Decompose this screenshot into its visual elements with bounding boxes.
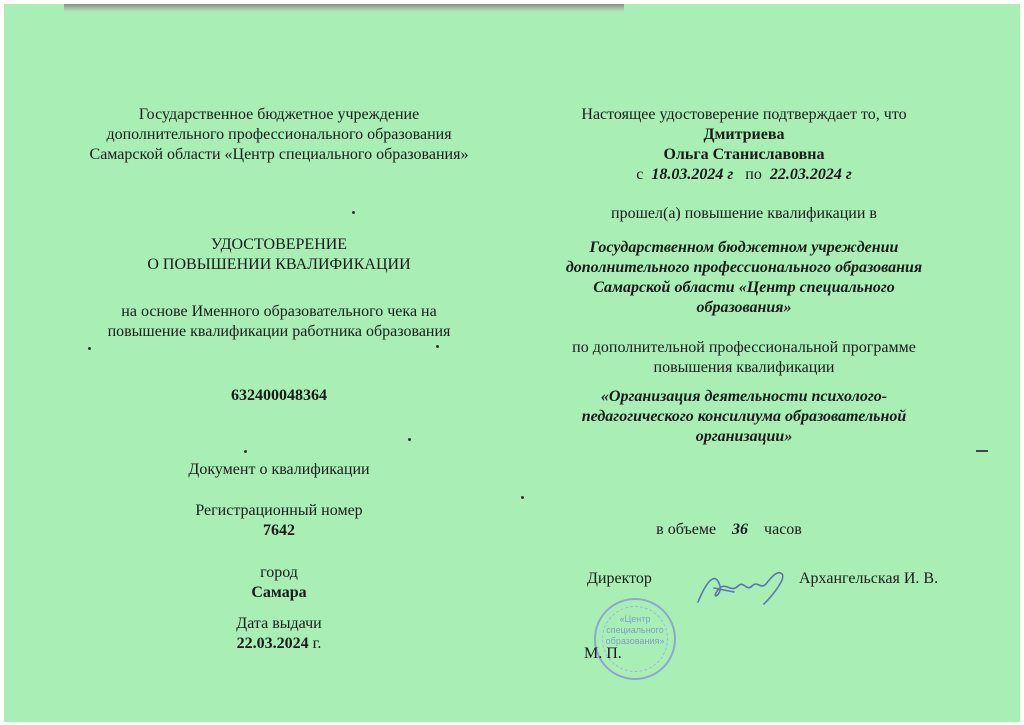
issue-date-label: Дата выдачи <box>236 615 322 632</box>
institution-block <box>524 238 964 318</box>
institution-line-1: Государственном бюджетном учреждении <box>589 239 899 256</box>
issuer-block <box>44 105 514 165</box>
program-line-1: по дополнительной профессиональной программе <box>572 339 916 356</box>
document-title <box>44 235 514 275</box>
scan-speck <box>88 347 91 350</box>
basis-block <box>44 302 514 342</box>
period-to-prefix: по <box>745 166 762 183</box>
period-from-date: 18.03.2024 г <box>651 166 734 183</box>
director-label: Директор <box>587 570 652 587</box>
program-line-2: повышения квалификации <box>653 359 835 376</box>
volume-prefix: в объеме <box>656 521 717 538</box>
seal-place-label: М. П. <box>584 645 622 662</box>
scan-speck <box>244 450 247 453</box>
issuer-line-3: Самарской области «Центр специального образования» <box>89 146 469 163</box>
issue-date-suffix: г. <box>308 635 322 652</box>
recipient-surname: Дмитриева <box>703 126 785 143</box>
issuer-line-1: Государственное бюджетное учреждение <box>138 106 420 123</box>
registration-number: 7642 <box>263 522 295 539</box>
issue-date-block <box>44 614 514 654</box>
registration-label: Регистрационный номер <box>195 502 363 519</box>
issue-date-value: 22.03.2024 <box>236 635 309 652</box>
program-name-line-1: «Организация деятельности психолого- <box>600 388 888 405</box>
document-type-label: Документ о квалификации <box>188 461 370 478</box>
scan-artifact <box>64 4 624 12</box>
stamp-text-line-1: «Центр <box>619 614 651 624</box>
passed-text: прошел(а) повышение квалификации в <box>611 205 877 222</box>
title-line-1: УДОСТОВЕРЕНИЕ <box>210 236 348 253</box>
stamp-text-line-2: специального <box>606 625 664 635</box>
issuer-line-2: дополнительного профессионального образования <box>106 126 452 143</box>
volume-hours: 36 <box>732 521 749 538</box>
period-line <box>524 165 964 185</box>
period-from-prefix: с <box>636 166 644 183</box>
scan-speck <box>408 438 411 441</box>
city-value: Самара <box>251 584 307 601</box>
recipient-name: Ольга Станиславовна <box>663 146 825 163</box>
stamp-text-line-3: образования» <box>605 636 665 646</box>
city-label: город <box>260 564 298 581</box>
program-name-block <box>524 387 964 447</box>
confirm-text: Настоящее удостоверение подтверждает то, что <box>581 106 907 123</box>
certificate-number: 632400048364 <box>231 387 327 404</box>
institution-line-4: образования» <box>696 299 792 316</box>
recipient-block <box>524 105 964 185</box>
issue-date-line <box>44 634 514 654</box>
title-line-2: О ПОВЫШЕНИИ КВАЛИФИКАЦИИ <box>147 256 411 273</box>
program-name-line-2: педагогического консилиума образовательной <box>581 408 907 425</box>
basis-line-1: на основе Именного образовательного чека на <box>121 303 437 320</box>
volume-suffix: часов <box>764 521 802 538</box>
registration-block <box>44 501 514 541</box>
scan-speck <box>521 496 524 499</box>
program-block <box>524 338 964 378</box>
director-signature <box>694 564 794 610</box>
scan-speck <box>352 211 355 214</box>
organization-stamp <box>594 598 676 680</box>
institution-line-3: Самарской области «Центр специального <box>593 279 895 296</box>
certificate-page <box>4 4 1020 722</box>
volume-line <box>509 520 949 540</box>
institution-line-2: дополнительного профессионального образования <box>565 259 923 276</box>
director-name: Архангельская И. В. <box>799 570 939 587</box>
program-name-line-3: организации» <box>695 428 793 445</box>
scan-speck <box>436 345 439 348</box>
period-to-date: 22.03.2024 г <box>769 166 852 183</box>
scan-mark <box>976 450 988 452</box>
city-block <box>44 563 514 603</box>
basis-line-2: повышение квалификации работника образования <box>107 323 451 340</box>
